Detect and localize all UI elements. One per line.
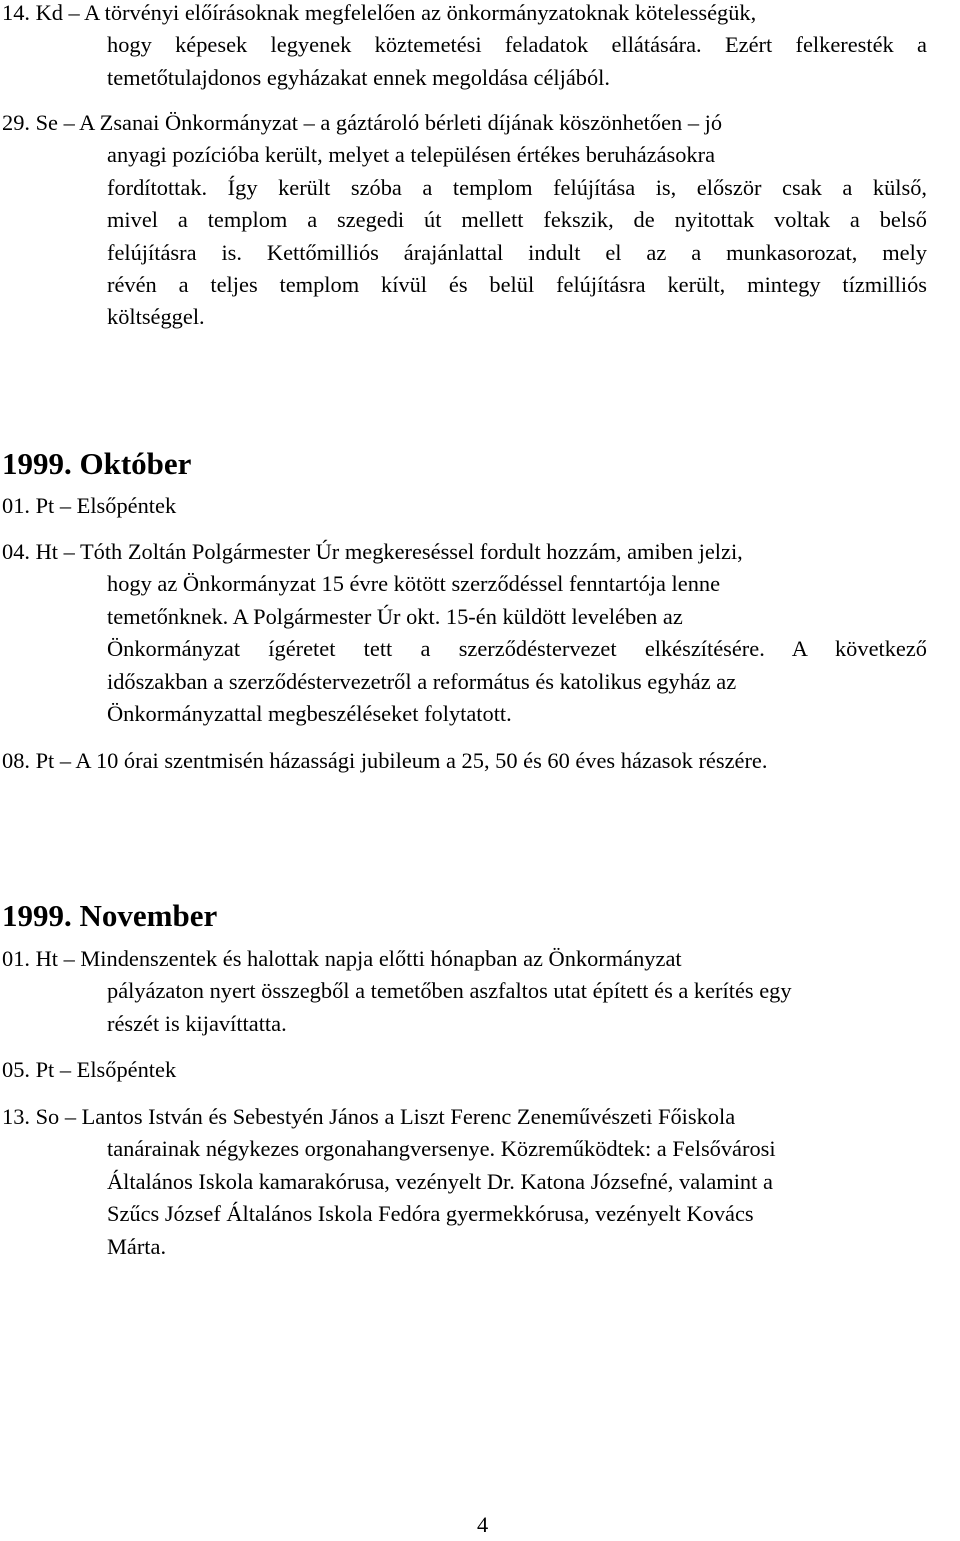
entry-line: felújításra is. Kettőmilliós árajánlattal indult el az a munkasorozat, mely [107,239,927,265]
entry-line: pályázaton nyert összegből a temetőben aszfaltos utat épített és a kerítés egy [107,978,792,1004]
entry-line: 05. Pt – Elsőpéntek [2,1057,177,1082]
entry-oct-04 [2,536,952,730]
entry-line: 01. Ht – Mindenszentek és halottak napja előtti hónapban az Önkormányzat [2,946,682,971]
entry-line: hogy az Önkormányzat 15 évre kötött szerződéssel fenntartója lenne [107,571,721,597]
entry-nov-05 [2,1054,952,1086]
entry-29 [2,107,952,334]
entry-line: költséggel. [107,304,205,330]
entry-line: tanárainak négykezes orgonahangversenye. Közreműködtek: a Felsővárosi [107,1136,776,1162]
entry-line: időszakban a szerződéstervezetről a református és katolikus egyház az [107,668,737,694]
entry-line: 13. So – Lantos István és Sebestyén János a Liszt Ferenc Zeneművészeti Főiskola [2,1104,736,1129]
entry-line: fordítottak. Így került szóba a templom felújítása is, először csak a külső, [107,174,927,200]
entry-nov-13 [2,1101,952,1263]
entry-line: 29. Se – A Zsanai Önkormányzat – a gáztároló bérleti díjának köszönhetően – jó [2,110,723,135]
entry-line: Önkormányzattal megbeszéléseket folytatott. [107,701,512,727]
entry-nov-01 [2,943,952,1040]
month-heading-october: 1999. Október [2,446,192,481]
entry-line: Általános Iskola kamarakórusa, vezényelt Dr. Katona Józsefné, valamint a [107,1168,773,1194]
entry-line: hogy képesek legyenek köztemetési feladatok ellátására. Ezért felkeresték a [107,32,927,58]
entry-oct-01 [2,490,952,522]
entry-line: Márta. [107,1233,167,1259]
entry-line: révén a teljes templom kívül és belül felújításra került, mintegy tízmilliós [107,272,927,298]
entry-oct-08 [2,745,952,777]
entry-line: temetőtulajdonos egyházakat ennek megoldása céljából. [107,64,610,90]
page-number: 4 [477,1512,489,1537]
entry-14 [2,0,952,94]
entry-line: mivel a templom a szegedi út mellett fekszik, de nyitottak voltak a belső [107,207,927,233]
month-heading-november: 1999. November [2,898,218,933]
entry-line: 14. Kd – A törvényi előírásoknak megfelelően az önkormányzatoknak kötelességük, [2,0,757,25]
entry-line: 01. Pt – Elsőpéntek [2,493,177,518]
entry-line: 08. Pt – A 10 órai szentmisén házassági jubileum a 25, 50 és 60 éves házasok részére. [2,748,768,773]
entry-line: temetőnknek. A Polgármester Úr okt. 15-én küldött levelében az [107,603,683,629]
entry-line: anyagi pozícióba került, melyet a településen értékes beruházásokra [107,142,716,168]
entry-line: 04. Ht – Tóth Zoltán Polgármester Úr megkereséssel fordult hozzám, amiben jelzi, [2,539,743,564]
entry-line: Szűcs József Általános Iskola Fedóra gyermekkórusa, vezényelt Kovács [107,1201,754,1227]
entry-line: Önkormányzat ígéretet tett a szerződéstervezet elkészítésére. A következő [107,636,927,662]
entry-line: részét is kijavíttatta. [107,1010,287,1036]
